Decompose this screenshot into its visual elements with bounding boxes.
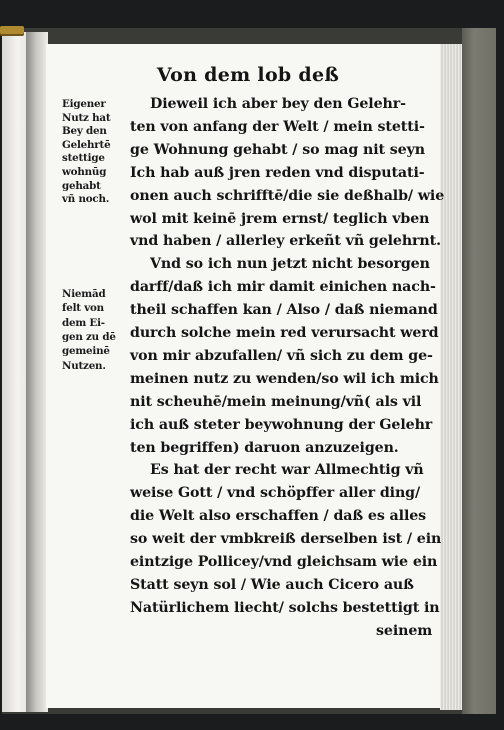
margin-note-line: Gelehrtē [62,138,111,151]
margin-note-line: Eigener [62,98,106,110]
book-cover-edge [462,28,496,714]
body-text-line: darff/daß ich mir damit einichen nach- [130,279,436,296]
body-text-line: eintzige Pollicey/vnd gleichsam wie ein [130,554,438,570]
body-text-line: theil schaffen kan / Also / daß niemand [130,302,438,319]
margin-note-line: Bey den [62,125,107,138]
margin-note-line: Nutzen. [62,359,106,372]
body-text-line: die Welt also erschaffen / daß es alles [130,508,427,525]
margin-note-line: vñ noch. [62,193,110,206]
page-gutter [26,32,48,712]
body-text-line: nit scheuhē/mein meinung/vñ( als vil [130,393,422,410]
body-text-line: Statt seyn sol / Wie auch Cicero auß [130,576,414,593]
margin-note-line: felt von [62,302,104,315]
body-text-line: Es hat der recht war Allmechtig vñ [150,462,424,479]
body-text-line: ich auß steter beywohnung der Gelehr [130,416,433,433]
left-page-edge [2,32,28,712]
margin-note-line: Nutz hat [62,111,111,124]
body-text-line: onen auch schrifftē/die sie deßhalb/ wie [130,187,445,204]
gold-clip [0,26,24,36]
body-text-line: von mir abzufallen/ vñ sich zu dem ge- [130,347,433,364]
margin-note-line: wohnūg [62,166,107,178]
body-text-line: ge Wohnung gehabt / so mag nit seyn [130,141,425,158]
body-text-line: wol mit keinē jrem ernst/ teglich vben [130,210,430,227]
running-heading: Von dem lob deß [156,64,340,86]
margin-note-line: stettige [62,152,105,165]
body-text-line: Dieweil ich aber bey den Gelehr- [150,96,406,112]
margin-note-line: Niemād [62,288,106,300]
body-text-line: seinem [376,622,433,639]
margin-note-line: gen zu dē [62,330,116,343]
body-text-line: ten von anfang der Welt / mein stetti- [130,118,425,135]
body-text-line: meinen nutz zu wenden/so wil ich mich [130,370,439,387]
margin-note-line: dem Ei- [62,316,105,329]
body-text-line: durch solche mein red verursacht werd [130,325,439,341]
body-text-line: so weit der vmbkreiß derselben ist / ein [130,531,442,548]
body-text-line: Natürlichem liecht/ solchs bestettigt in [130,599,440,616]
body-text-line: weise Gott / vnd schöpffer aller ding/ [130,485,421,502]
body-text-line: Vnd so ich nun jetzt nicht besorgen [150,256,430,273]
margin-note-line: gemeinē [62,345,110,358]
body-text-line: ten begriffen) daruon anzuzeigen. [130,439,399,456]
body-text-line: Ich hab auß jren reden vnd disputati- [130,164,425,181]
margin-note-line: gehabt [62,179,101,192]
body-text-line: vnd haben / allerley erkeñt vñ gelehrnt. [130,233,441,250]
